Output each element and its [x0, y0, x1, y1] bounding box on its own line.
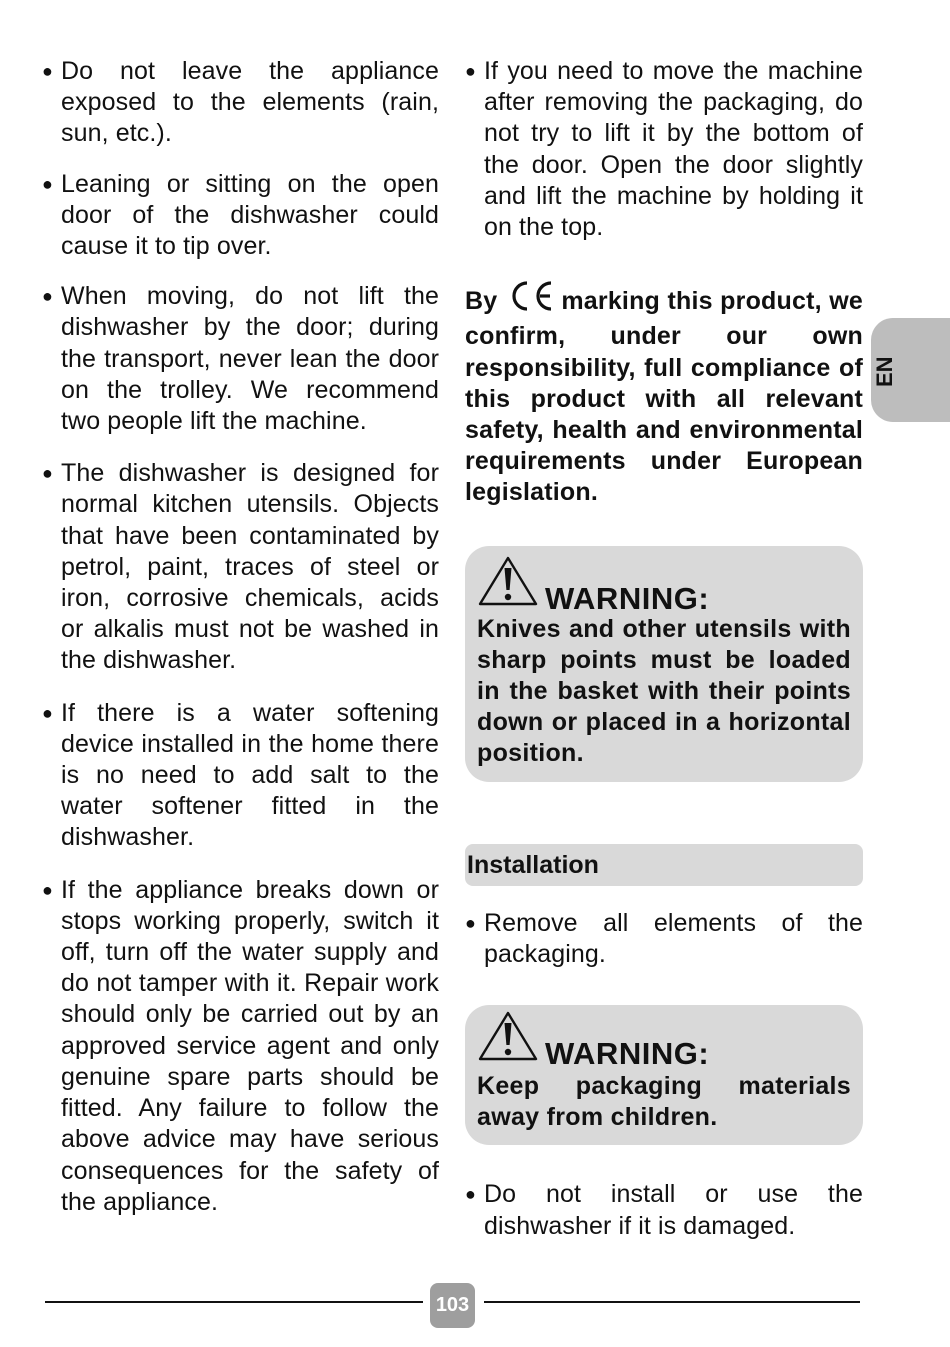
warning-box-knives [465, 546, 863, 782]
warning-title: WARNING: [545, 1036, 710, 1072]
footer-rule-right [484, 1301, 860, 1303]
bullet-item: ● When moving, do not lift the dishwasher by the door; during the transport, never lean the door on the trolley. We recommend two people lift the machine. [42, 281, 439, 437]
warning-title: WARNING: [545, 580, 710, 616]
bullet-item: ● If there is a water softening device installed in the home there is no need to add salt to the water softener fitted in the dishwasher. [42, 698, 439, 854]
bullet-item: ● The dishwasher is designed for normal kitchen utensils. Objects that have been contaminated by petrol, paint, traces of steel or iron, corrosive chemicals, acids or alkalis must not be washed in the dishwasher. [42, 458, 439, 676]
bullet-item-move: ● If you need to move the machine after removing the packaging, do not try to lift it by the bottom of the door. Open the door slightly and lift the machine by holding it on the top. [465, 56, 863, 243]
bullet-item: ● If the appliance breaks down or stops working properly, switch it off, turn off the water supply and do not tamper with it. Repair work should only be carried out by an approved service agent and only genuine spare parts should be fitted. Any failure to follow the above advice may have serious consequences for the safety of the appliance. [42, 875, 439, 1218]
section-heading-installation: Installation [465, 844, 863, 886]
warning-text: Keep packaging materials away from children. [477, 1072, 851, 1132]
warning-triangle-icon [477, 1010, 539, 1067]
warning-header [477, 560, 851, 616]
ce-statement [465, 279, 863, 508]
bullet-item-damaged: ● Do not install or use the dishwasher if it is damaged. [465, 1179, 863, 1241]
warning-box-packaging [465, 1005, 863, 1145]
ce-statement-lead: By [465, 287, 498, 316]
left-column [42, 56, 439, 1239]
footer-rule-left [45, 1301, 423, 1303]
warning-triangle-icon [477, 555, 539, 612]
page-number: 103 [430, 1283, 475, 1328]
bullet-item: ● Do not leave the appliance exposed to the elements (rain, sun, etc.). [42, 56, 439, 150]
bullet-item-remove-packaging: ● Remove all elements of the packaging. [465, 908, 863, 970]
warning-text: Knives and other utensils with sharp points must be loaded in the basket with their points down or placed in a horizontal position. [477, 614, 851, 768]
language-tab-label: EN [872, 356, 897, 387]
warning-header [477, 1019, 851, 1072]
ce-mark-icon [505, 279, 555, 321]
right-column [465, 56, 863, 1242]
bullet-item: ● Leaning or sitting on the open door of the dishwasher could cause it to tip over. [42, 169, 439, 263]
ce-statement-body: marking this product, we confirm, under our own responsibility, full compliance of this product with all relevant safety, health and environmental requirements under European legislation. [465, 287, 863, 507]
